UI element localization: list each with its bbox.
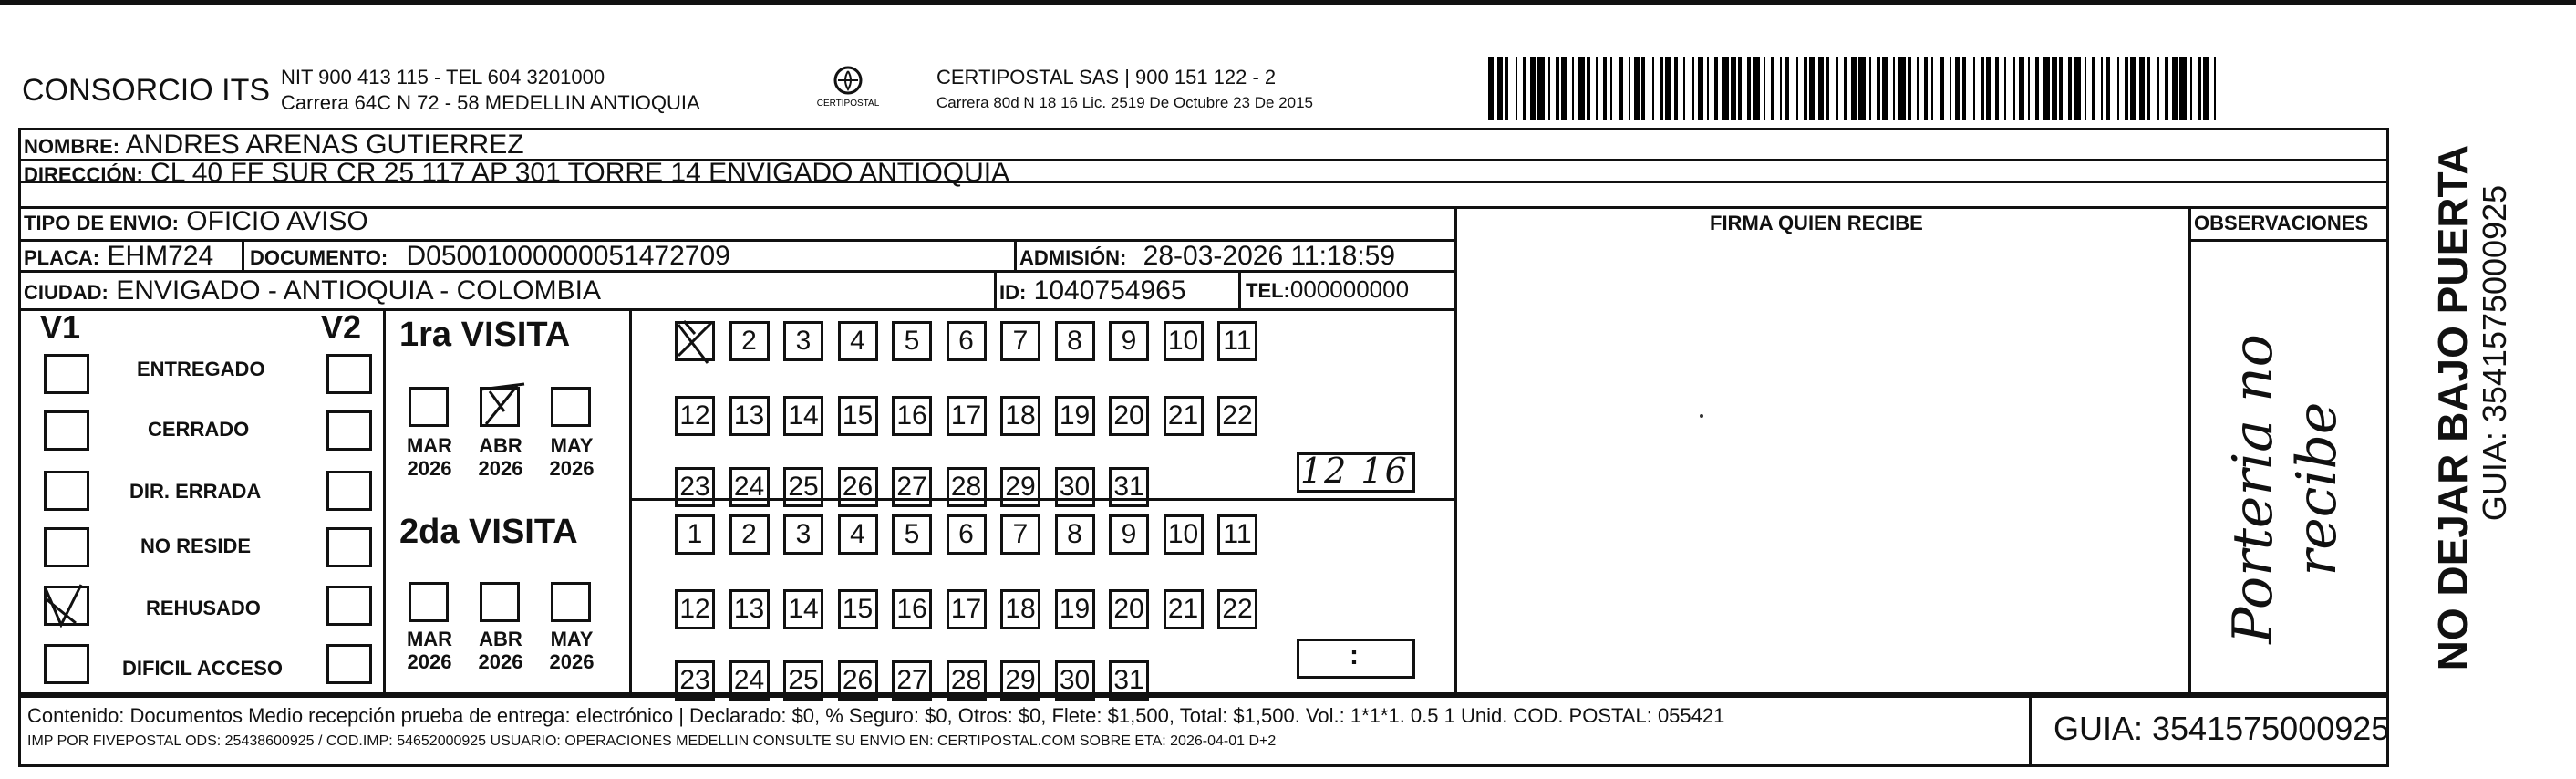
v2-dir-errada-checkbox[interactable] [326, 471, 372, 511]
logo-text: CERTIPOSTAL [816, 99, 880, 109]
barcode-bar [1665, 57, 1671, 120]
barcode-bar [1530, 57, 1536, 120]
day-cell-4[interactable]: 4 [838, 321, 878, 361]
day-cell-17[interactable]: 17 [947, 396, 987, 436]
day-cell-21[interactable]: 21 [1164, 589, 1204, 629]
documento-row [250, 241, 730, 272]
day-cell-1[interactable]: 1 [675, 514, 715, 555]
admision-value: 28-03-2026 11:18:59 [1143, 241, 1396, 271]
day-cell-10[interactable]: 10 [1164, 514, 1204, 555]
barcode-bar [1692, 57, 1694, 120]
barcode-bar [2074, 57, 2081, 120]
reason-no-reside: NO RESIDE [140, 535, 252, 557]
barcode-bar [1747, 57, 1751, 120]
tipo-label: TIPO DE ENVIO: [24, 212, 179, 234]
v2-no-reside-checkbox[interactable] [326, 527, 372, 567]
second-visit-title: 2da VISITA [399, 513, 578, 551]
barcode-bar [1652, 57, 1654, 120]
barcode-bar [1596, 57, 1598, 120]
barcode-bar [1523, 57, 1526, 120]
barcode-bar [1738, 57, 1742, 120]
barcode-bar [1981, 57, 1984, 120]
barcode-bar [2035, 57, 2039, 120]
barcode-bar [1898, 57, 1906, 120]
day-cell-28[interactable]: 28 [947, 467, 987, 507]
day-cell-15[interactable]: 15 [838, 396, 878, 436]
placa-row [24, 241, 213, 272]
observaciones-area[interactable] [2192, 243, 2387, 693]
firma-header: FIRMA QUIEN RECIBE [1710, 212, 1923, 234]
reason-cerrado: CERRADO [148, 418, 250, 441]
nombre-row [24, 130, 524, 161]
barcode-bar [1796, 57, 1798, 120]
day-cell-14[interactable]: 14 [783, 396, 823, 436]
barcode-bar [2068, 57, 2072, 120]
barcode-bar [2092, 57, 2095, 120]
barcode-bar [1931, 57, 1933, 120]
day-cell-20[interactable]: 20 [1109, 396, 1149, 436]
barcode-bar [1877, 57, 1880, 120]
day-cell-5[interactable]: 5 [892, 321, 932, 361]
barcode-bar [1641, 57, 1645, 120]
barcode-bar [1940, 57, 1944, 120]
barcode-bar [1917, 57, 1919, 120]
tel-label: TEL: [1246, 279, 1290, 302]
barcode-bar [1497, 57, 1503, 120]
tel-row [1246, 275, 1409, 304]
v2-entregado-checkbox[interactable] [326, 354, 372, 394]
top-border [0, 0, 2576, 5]
barcode-bar [1858, 57, 1866, 120]
barcode-bar [1836, 57, 1838, 120]
footer-imp: IMP POR FIVEPOSTAL ODS: 25438600925 / COD.IMP: 54652000925 USUARIO: OPERACIONES MEDELLIN CONSULTE SU ENVIO EN: CERTIPOSTAL.COM SOBRE ETA: 2026-04-01 D+2 [27, 733, 1277, 749]
barcode-bar [1882, 57, 1888, 120]
barcode-bar [1610, 57, 1612, 120]
barcode-bar [1505, 57, 1508, 120]
company-line-2: Carrera 64C N 72 - 58 MEDELLIN ANTIOQUIA [281, 91, 700, 114]
day-cell-30[interactable]: 30 [1055, 467, 1095, 507]
barcode-bar [1764, 57, 1765, 120]
placa-value: EHM724 [107, 241, 214, 271]
v1-label: V1 [40, 308, 81, 346]
tipo-value: OFICIO AVISO [186, 206, 368, 236]
admision-row [1019, 241, 1395, 272]
barcode-bar [2157, 57, 2159, 120]
day-cell-29[interactable]: 29 [1000, 467, 1040, 507]
barcode-bar [1698, 57, 1703, 120]
v1-dificil-acceso-checkbox[interactable] [44, 644, 89, 684]
day-cell-7[interactable]: 7 [1000, 321, 1040, 361]
day-cell-9[interactable]: 9 [1109, 321, 1149, 361]
barcode-bar [1731, 57, 1736, 120]
day-cell-19[interactable]: 19 [1055, 396, 1095, 436]
day-cell-7[interactable]: 7 [1000, 514, 1040, 555]
direccion-label: DIRECCIÓN: [24, 163, 143, 186]
barcode-bar [1995, 57, 1999, 120]
barcode-bar [1844, 57, 1847, 120]
ciudad-row [24, 275, 601, 306]
tipo-row [24, 206, 368, 237]
tel-value: 000000000 [1289, 275, 1410, 303]
barcode-bar [1561, 57, 1567, 120]
barcode-bar [2085, 57, 2086, 120]
first-visit-time-handwritten: 12 16 [1300, 451, 1409, 491]
day-cell-16[interactable]: 16 [892, 396, 932, 436]
admision-label: ADMISIÓN: [1019, 246, 1127, 269]
barcode-bar [2004, 57, 2006, 120]
day-cell-20[interactable]: 20 [1109, 589, 1149, 629]
barcode-bar [2013, 57, 2015, 120]
day-cell-15[interactable]: 15 [838, 589, 878, 629]
barcode-bar [1818, 57, 1824, 120]
day-cell-31[interactable]: 31 [1109, 660, 1149, 701]
id-row [999, 275, 1186, 306]
day-cell-6[interactable]: 6 [947, 321, 987, 361]
barcode-bar [1603, 57, 1607, 120]
barcode-bar [1488, 57, 1494, 120]
direccion-value: CL 40 FF SUR CR 25 117 AP 301 TORRE 14 ENVIGADO ANTIOQUIA [150, 158, 1010, 188]
v1-rehusado-checkbox[interactable] [44, 586, 89, 626]
id-value: 1040754965 [1033, 275, 1186, 306]
observaciones-handwritten-note: Porteria no recibe [2221, 334, 2349, 644]
barcode-bar [1771, 57, 1774, 120]
barcode-bar [1986, 57, 1991, 120]
day-cell-22[interactable]: 22 [1217, 396, 1257, 436]
day-cell-22[interactable]: 22 [1217, 589, 1257, 629]
direccion-row [24, 158, 1010, 188]
day-cell-25[interactable]: 25 [783, 660, 823, 701]
day-cell-27[interactable]: 27 [892, 660, 932, 701]
day-cell-13[interactable]: 13 [729, 396, 770, 436]
first-visit-abr: ABR 2026 [478, 434, 523, 480]
barcode-bar [2165, 57, 2168, 120]
handwritten-day-check [671, 316, 726, 370]
day-cell-28[interactable]: 28 [947, 660, 987, 701]
observaciones-header: OBSERVACIONES [2194, 212, 2369, 234]
day-cell-9[interactable]: 9 [1109, 514, 1149, 555]
day-cell-12[interactable]: 12 [675, 589, 715, 629]
second-visit-mar: MAR 2026 [406, 628, 453, 673]
placa-label: PLACA: [24, 246, 100, 269]
footer-contenido: Contenido: Documentos Medio recepción prueba de entrega: electrónico | Declarado: $0, % Seguro: $0, Otros: $0, Flete: $1,500, Total: $1,500. Vol.: 1*1*1. 0.5 1 Unid. COD. POSTAL: 055421 [27, 704, 1725, 727]
side-guia: GUIA: 3541575000925 [2476, 184, 2513, 522]
day-cell-13[interactable]: 13 [729, 589, 770, 629]
v2-rehusado-checkbox[interactable] [326, 586, 372, 626]
reason-rehusado: REHUSADO [146, 597, 261, 619]
barcode-bar [1714, 57, 1718, 120]
second-visit-time-value: : [1350, 640, 1359, 670]
first-visit-title: 1ra VISITA [399, 316, 571, 354]
barcode-bar [2190, 57, 2192, 120]
day-cell-30[interactable]: 30 [1055, 660, 1095, 701]
footer-guia: GUIA: 3541575000925 [2054, 710, 2390, 747]
day-cell-3[interactable]: 3 [783, 321, 823, 361]
second-visit-abr-checkbox[interactable] [480, 582, 520, 622]
reason-dificil-acceso: DIFICIL ACCESO [122, 657, 284, 680]
first-visit-may-checkbox[interactable] [551, 387, 591, 427]
day-cell-3[interactable]: 3 [783, 514, 823, 555]
no-dejar-bajo-puerta: NO DEJAR BAJO PUERTA [2429, 144, 2477, 671]
barcode-bar [1722, 57, 1729, 120]
day-cell-31[interactable]: 31 [1109, 467, 1149, 507]
first-visit-mar-checkbox[interactable] [409, 387, 449, 427]
barcode-bar [1785, 57, 1789, 120]
nombre-value: ANDRES ARENAS GUTIERREZ [125, 130, 524, 160]
barcode-bar [1924, 57, 1928, 120]
barcode-bar [1908, 57, 1911, 120]
day-cell-8[interactable]: 8 [1055, 514, 1095, 555]
barcode-bar [1950, 57, 1951, 120]
first-visit-may: MAY 2026 [549, 434, 595, 480]
barcode-bar [2043, 57, 2050, 120]
barcode-bar [2101, 57, 2103, 120]
barcode-bar [1556, 57, 1559, 120]
barcode-bar [1869, 57, 1871, 120]
v1-cerrado-checkbox[interactable] [44, 410, 89, 451]
day-cell-17[interactable]: 17 [947, 589, 987, 629]
second-visit-abr: ABR 2026 [478, 628, 523, 673]
company-name: CONSORCIO ITS [22, 73, 271, 108]
barcode [1488, 57, 2218, 120]
documento-label: DOCUMENTO: [250, 246, 388, 269]
side-block [2398, 144, 2513, 693]
certipostal-logo [816, 64, 880, 114]
barcode-bar [2125, 57, 2128, 120]
barcode-bar [2214, 57, 2216, 120]
barcode-bar [2052, 57, 2057, 120]
day-cell-10[interactable]: 10 [1164, 321, 1204, 361]
day-cell-24[interactable]: 24 [729, 660, 770, 701]
barcode-bar [1707, 57, 1709, 120]
day-cell-25[interactable]: 25 [783, 467, 823, 507]
day-cell-11[interactable]: 11 [1217, 514, 1257, 555]
barcode-bar [2147, 57, 2150, 120]
day-cell-2[interactable]: 2 [729, 321, 770, 361]
day-cell-18[interactable]: 18 [1000, 589, 1040, 629]
barcode-bar [1674, 57, 1678, 120]
day-cell-23[interactable]: 23 [675, 660, 715, 701]
day-cell-8[interactable]: 8 [1055, 321, 1095, 361]
barcode-bar [1548, 57, 1550, 120]
barcode-bar [2106, 57, 2110, 120]
v1-entregado-checkbox[interactable] [44, 354, 89, 394]
second-visit-may: MAY 2026 [549, 628, 595, 673]
barcode-bar [1973, 57, 1975, 120]
v2-cerrado-checkbox[interactable] [326, 410, 372, 451]
day-cell-27[interactable]: 27 [892, 467, 932, 507]
reason-entregado: ENTREGADO [137, 358, 265, 380]
barcode-bar [1683, 57, 1685, 120]
ciudad-value: ENVIGADO - ANTIOQUIA - COLOMBIA [116, 275, 601, 306]
day-cell-21[interactable]: 21 [1164, 396, 1204, 436]
barcode-bar [1516, 57, 1517, 120]
barcode-bar [2198, 57, 2201, 120]
signature-area[interactable] [1459, 243, 2185, 693]
barcode-bar [2019, 57, 2024, 120]
second-visit-may-checkbox[interactable] [551, 582, 591, 622]
barcode-bar [1893, 57, 1895, 120]
ciudad-label: CIUDAD: [24, 281, 109, 304]
barcode-bar [1753, 57, 1760, 120]
day-cell-6[interactable]: 6 [947, 514, 987, 555]
day-cell-4[interactable]: 4 [838, 514, 878, 555]
barcode-bar [1660, 57, 1663, 120]
barcode-bar [1537, 57, 1545, 120]
barcode-bar [1634, 57, 1640, 120]
day-cell-24[interactable]: 24 [729, 467, 770, 507]
id-label: ID: [999, 281, 1027, 304]
barcode-bar [2139, 57, 2145, 120]
nombre-label: NOMBRE: [24, 135, 120, 158]
barcode-bar [1572, 57, 1574, 120]
barcode-bar [1955, 57, 1960, 120]
barcode-bar [2130, 57, 2136, 120]
day-cell-26[interactable]: 26 [838, 660, 878, 701]
day-cell-18[interactable]: 18 [1000, 396, 1040, 436]
barcode-bar [2059, 57, 2063, 120]
barcode-bar [1629, 57, 1630, 120]
barcode-bar [2172, 57, 2178, 120]
barcode-bar [1804, 57, 1807, 120]
v1-dir-errada-checkbox[interactable] [44, 471, 89, 511]
day-cell-14[interactable]: 14 [783, 589, 823, 629]
day-cell-2[interactable]: 2 [729, 514, 770, 555]
barcode-bar [1809, 57, 1815, 120]
barcode-bar [1619, 57, 1623, 120]
day-cell-23[interactable]: 23 [675, 467, 715, 507]
day-cell-5[interactable]: 5 [892, 514, 932, 555]
second-visit-mar-checkbox[interactable] [409, 582, 449, 622]
company-line-1: NIT 900 413 115 - TEL 604 3201000 [281, 66, 605, 88]
documento-value: D05001000000051472709 [406, 241, 730, 271]
day-cell-29[interactable]: 29 [1000, 660, 1040, 701]
barcode-bar [1578, 57, 1585, 120]
barcode-bar [1587, 57, 1590, 120]
day-cell-19[interactable]: 19 [1055, 589, 1095, 629]
handwritten-check-mark [41, 581, 87, 621]
barcode-bar [2203, 57, 2209, 120]
barcode-bar [1851, 57, 1857, 120]
carrier-line-2: Carrera 80d N 18 16 Lic. 2519 De Octubre 23 De 2015 [936, 94, 1313, 111]
barcode-bar [1826, 57, 1829, 120]
handwritten-check-mark [477, 380, 532, 426]
day-cell-11[interactable]: 11 [1217, 321, 1257, 361]
v2-dificil-acceso-checkbox[interactable] [326, 644, 372, 684]
v1-no-reside-checkbox[interactable] [44, 527, 89, 567]
carrier-line-1: CERTIPOSTAL SAS | 900 151 122 - 2 [936, 66, 1277, 88]
barcode-bar [2028, 57, 2030, 120]
barcode-bar [1962, 57, 1966, 120]
day-cell-16[interactable]: 16 [892, 589, 932, 629]
barcode-bar [1780, 57, 1782, 120]
reason-dir-errada: DIR. ERRADA [129, 480, 262, 503]
first-visit-abr-checkbox[interactable] [480, 387, 520, 427]
barcode-bar [2179, 57, 2187, 120]
barcode-bar [2117, 57, 2119, 120]
first-visit-mar: MAR 2026 [406, 434, 453, 480]
day-cell-26[interactable]: 26 [838, 467, 878, 507]
v2-label: V2 [321, 308, 362, 346]
day-cell-12[interactable]: 12 [675, 396, 715, 436]
